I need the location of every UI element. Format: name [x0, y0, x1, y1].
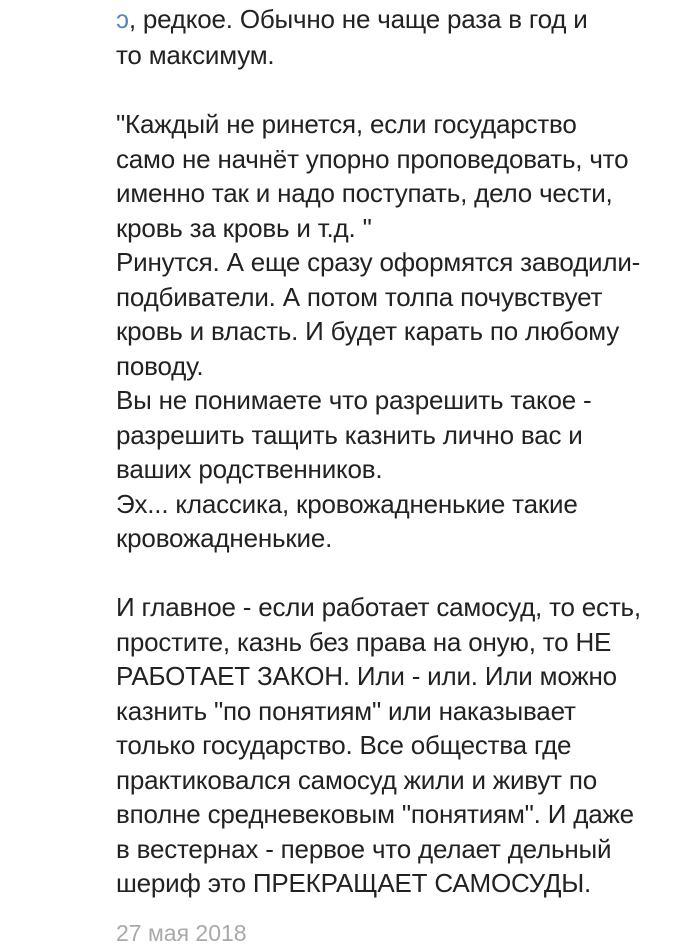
paragraph-break	[116, 556, 700, 591]
comment-line: поводу.	[116, 350, 204, 381]
comment-line-text: , редкое. Обычно не чаще раза в год и	[128, 4, 588, 34]
comment-line: РАБОТАЕТ ЗАКОН. Или - или. Или можно	[116, 661, 617, 691]
comment-line: шериф это ПРЕКРАЩАЕТ САМОСУДЫ.	[116, 868, 592, 898]
comment-line: Эх... классика, кровожадненькие такие	[116, 488, 578, 519]
comment-line: ваших родственников.	[116, 454, 383, 484]
comment-line: кровожадненькие.	[116, 523, 333, 553]
comment-line: "Каждый не ринется, если государство	[116, 109, 577, 139]
comment-line: практиковался самосуд жили и живут по	[116, 764, 598, 795]
comment-line: только государство. Все общества где	[116, 730, 572, 760]
comment-line: И главное - если работает самосуд, то есть,	[116, 592, 641, 622]
comment-line: то максимум.	[116, 40, 275, 70]
comment-line: простите, казнь без права на оную, то НЕ	[116, 626, 612, 657]
paragraph-break	[116, 73, 700, 108]
comment-body	[116, 0, 700, 901]
comment-timestamp[interactable]: 27 мая 2018	[116, 920, 247, 946]
comment-line: само не начнёт упорно проповедовать, что	[116, 143, 629, 174]
comment-line: в вестернах - первое что делает дельный	[116, 833, 612, 864]
comment-text-lines	[116, 38, 700, 901]
partial-glyph: ɔ	[116, 4, 129, 34]
comment-line: вполне средневековым "понятиям". И даже	[116, 799, 634, 829]
comment-line: именно так и надо поступать, дело чести,	[116, 178, 613, 208]
comment-line: разрешить тащить казнить лично вас и	[116, 419, 583, 450]
comment-line: кровь за кровь и т.д. "	[116, 212, 372, 243]
comment-line: казнить "по понятиям" или наказывает	[116, 695, 576, 726]
comment-line	[116, 0, 700, 38]
comment-line: подбиватели. А потом толпа почувствует	[116, 281, 603, 312]
comment-line: кровь и власть. И будет карать по любому	[116, 316, 620, 346]
comment-line: Ринутся. А еще сразу оформятся заводили-	[116, 247, 641, 277]
comment-line: Вы не понимаете что разрешить такое -	[116, 385, 592, 415]
